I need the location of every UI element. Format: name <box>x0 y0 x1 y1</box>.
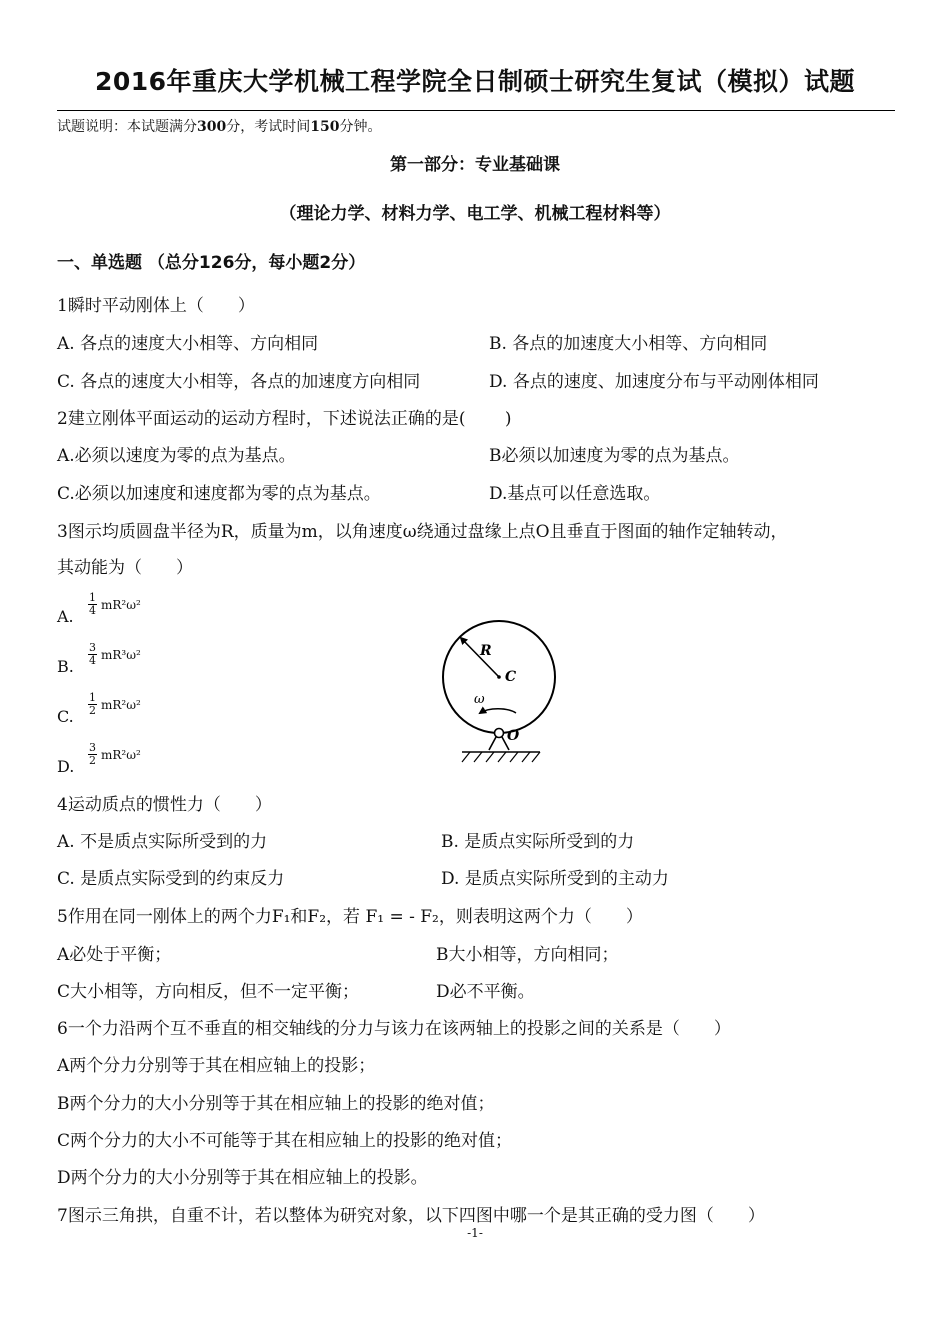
q1-option-a: A. 各点的速度大小相等、方向相同 <box>57 334 319 354</box>
q3-option-a-expression: mR²ω² <box>101 598 141 612</box>
q6-option-a: A两个分力分别等于其在相应轴上的投影； <box>57 1056 376 1076</box>
q4-option-a: A. 不是质点实际所受到的力 <box>57 832 268 852</box>
part-title: 第一部分：专业基础课 <box>390 155 560 175</box>
q1-option-b: B. 各点的加速度大小相等、方向相同 <box>489 334 768 354</box>
q6-option-c: C两个分力的大小不可能等于其在相应轴上的投影的绝对值； <box>57 1131 513 1151</box>
total-score: 300 <box>197 119 227 135</box>
q6-option-b: B两个分力的大小分别等于其在相应轴上的投影的绝对值； <box>57 1094 495 1114</box>
q1-stem: 1瞬时平动刚体上（ ） <box>57 296 255 316</box>
note-mid: 分，考试时间 <box>226 119 311 135</box>
rotation-arrow <box>480 709 516 713</box>
q3-option-d-label: D. <box>57 757 75 776</box>
q5-option-d: D必不平衡。 <box>436 982 535 1002</box>
q6-option-d: D两个分力的大小分别等于其在相应轴上的投影。 <box>57 1168 428 1188</box>
q3-option-c-fraction: $\frac{1}{2}$ <box>89 691 96 717</box>
q4-option-c: C. 是质点实际受到的约束反力 <box>57 869 285 889</box>
center-point <box>497 675 501 679</box>
q1-option-d: D. 各点的速度、加速度分布与平动刚体相同 <box>489 372 819 392</box>
q1-option-c: C. 各点的速度大小相等，各点的加速度方向相同 <box>57 372 421 392</box>
pivot-pin <box>495 729 504 738</box>
q3-stem-line2: 其动能为（ ） <box>57 558 193 578</box>
radius-label: R <box>480 643 492 659</box>
q4-option-b: B. 是质点实际所受到的力 <box>441 832 635 852</box>
title-divider <box>57 110 895 111</box>
q3-option-c-expression: mR²ω² <box>101 698 141 712</box>
note-suffix: 分钟。 <box>339 119 382 135</box>
q4-stem: 4运动质点的惯性力（ ） <box>57 795 272 815</box>
q3-option-b-fraction: $\frac{3}{4}$ <box>89 641 96 667</box>
q5-option-b: B大小相等，方向相同； <box>436 945 619 965</box>
omega-label: ω <box>474 692 485 707</box>
support-left-leg <box>489 737 496 750</box>
page-number: -1- <box>467 1226 483 1240</box>
q2-option-d: D.基点可以任意选取。 <box>489 484 661 504</box>
q2-option-b: B必须以加速度为零的点为基点。 <box>489 446 740 466</box>
q6-stem: 6一个力沿两个互不垂直的相交轴线的分力与该力在该两轴上的投影之间的关系是（ ） <box>57 1019 731 1039</box>
q3-option-d-fraction: $\frac{3}{2}$ <box>89 741 96 767</box>
q5-stem: 5作用在同一刚体上的两个力F₁和F₂，若 F₁ = - F₂，则表明这两个力（ ） <box>57 907 643 927</box>
q5-option-a: A必处于平衡； <box>57 945 172 965</box>
center-label: C <box>505 669 517 685</box>
q7-stem: 7图示三角拱，自重不计，若以整体为研究对象，以下四图中哪一个是其正确的受力图（ ） <box>57 1206 765 1226</box>
rotating-disk-figure <box>440 600 570 775</box>
q3-stem-line1: 3图示均质圆盘半径为R，质量为m，以角速度ω绕通过盘缘上点O且垂直于图面的轴作定轴转动， <box>57 522 788 542</box>
q3-option-b-label: B. <box>57 657 74 676</box>
q4-option-d: D. 是质点实际所受到的主动力 <box>441 869 669 889</box>
duration: 150 <box>310 119 340 135</box>
q3-option-d-expression: mR²ω² <box>101 748 141 762</box>
ground-hatching <box>462 752 540 762</box>
q3-option-c-label: C. <box>57 707 74 726</box>
exam-title: 2016年重庆大学机械工程学院全日制硕士研究生复试（模拟）试题 <box>94 67 856 96</box>
q2-option-c: C.必须以加速度和速度都为零的点为基点。 <box>57 484 381 504</box>
note-prefix: 试题说明：本试题满分 <box>57 119 197 135</box>
q3-option-a-label: A. <box>57 607 74 626</box>
part-subtitle: （理论力学、材料力学、电工学、机械工程材料等） <box>279 204 671 224</box>
pivot-label: O <box>507 728 520 744</box>
section-title: 一、单选题 （总分126分，每小题2分） <box>57 253 366 273</box>
exam-instructions <box>57 116 381 136</box>
q2-option-a: A.必须以速度为零的点为基点。 <box>57 446 296 466</box>
q5-option-c: C大小相等，方向相反，但不一定平衡； <box>57 982 360 1002</box>
q3-option-b-expression: mR³ω² <box>101 648 141 662</box>
q3-option-a-fraction: $\frac{1}{4}$ <box>89 591 96 617</box>
q2-stem: 2建立刚体平面运动的运动方程时，下述说法正确的是( ) <box>57 409 512 429</box>
